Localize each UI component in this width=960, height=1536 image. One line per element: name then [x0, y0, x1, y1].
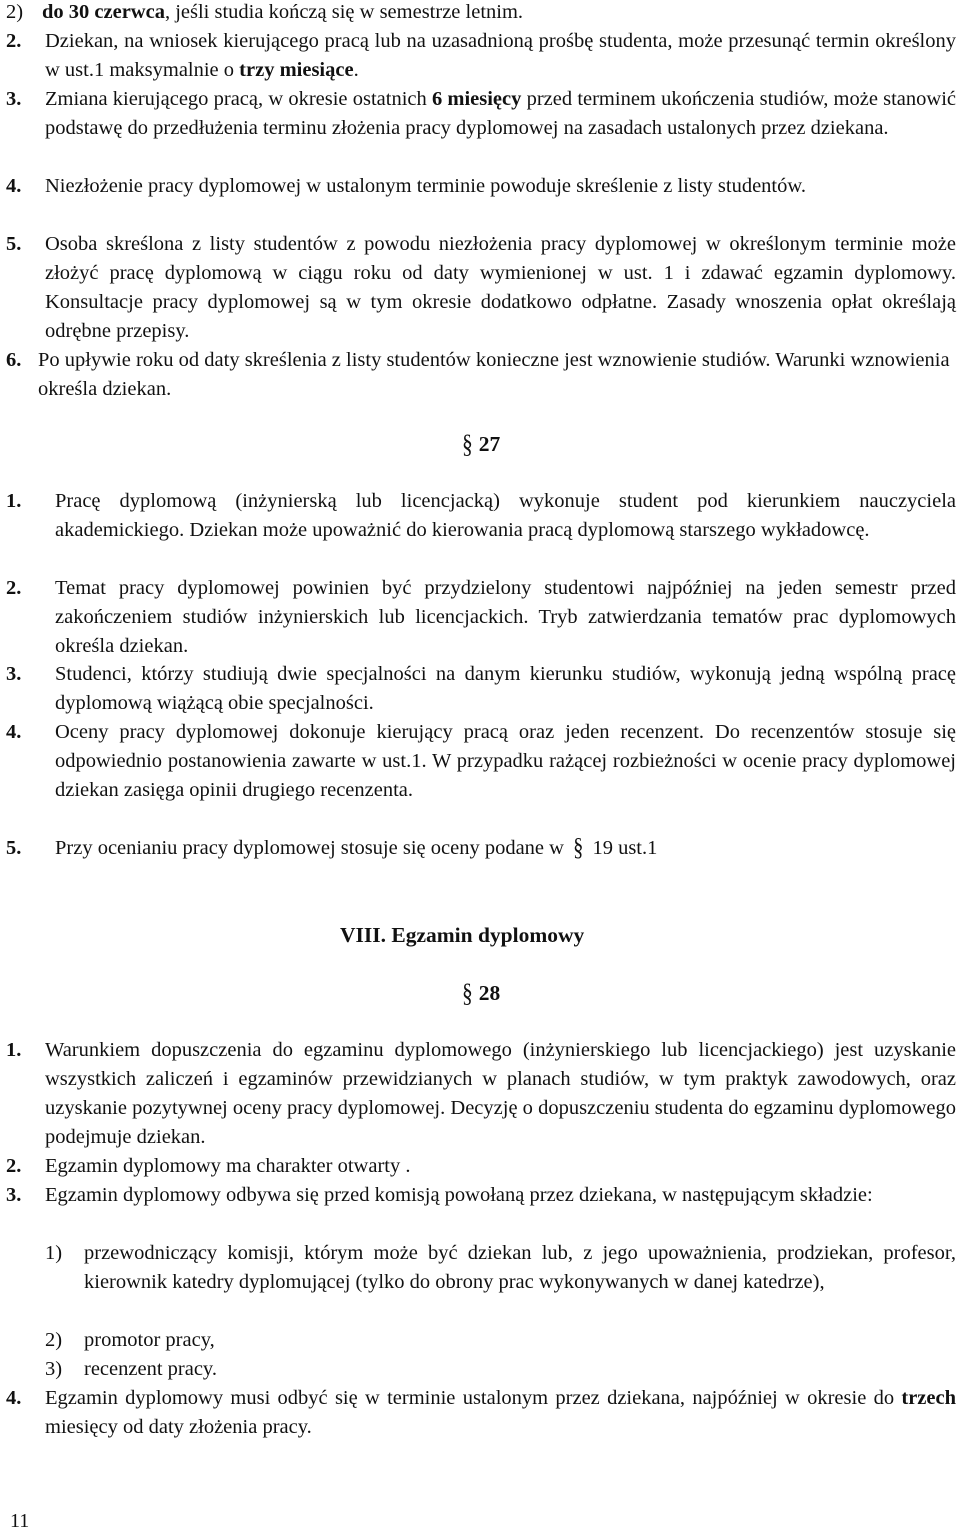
item-number: 4. — [6, 175, 22, 197]
item-text-end: 19 ust.1 — [587, 837, 658, 859]
list-item — [6, 660, 956, 718]
bold-text: do 30 czerwca — [42, 1, 165, 23]
item-number: 2. — [6, 1155, 22, 1177]
item-text-end: . — [353, 59, 359, 81]
item-text: Egzamin dyplomowy odbywa się przed komisją powołaną przez dziekana, w następującym składzie: — [45, 1184, 873, 1206]
item-text: , jeśli studia kończą się w semestrze letnim. — [164, 1, 524, 23]
list-item — [6, 834, 956, 863]
bold-text: 6 miesięcy — [431, 88, 522, 110]
item-text: Temat pracy dyplomowej powinien być przydzielony studentowi najpóźniej na jeden semestr przed zakończeniem studiów inżynierskich lub licencjackich. Tryb zatwierdzania tematów prac dyplomowych określa dziekan. — [55, 577, 956, 657]
item-text: Pracę dyplomową (inżynierską lub licencjacką) wykonuje student pod kierunkiem nauczyciela akademickiego. Dziekan może upoważnić do kierowania pracą dyplomową starszego wykładowcę. — [55, 490, 956, 541]
page-number: 11 — [10, 1510, 30, 1532]
list-item — [6, 718, 956, 805]
item-text-end: przed terminem ukończenia studiów, może stanowić podstawę do przedłużenia terminu złożenia pracy dyplomowej na zasadach ustalonych przez dziekana. — [45, 88, 956, 139]
list-item — [6, 487, 956, 545]
item-text: recenzent pracy. — [84, 1358, 217, 1380]
section-sign: § — [573, 834, 584, 862]
item-number: 3. — [6, 1184, 22, 1206]
item-number: 1. — [6, 490, 22, 512]
item-text: Przy ocenianiu pracy dyplomowej stosuje się oceny podane w — [55, 837, 570, 859]
item-number: 3. — [6, 663, 22, 685]
item-number: 1. — [6, 1039, 22, 1061]
paragraph-heading — [462, 979, 500, 1008]
list-item — [6, 346, 956, 404]
paragraph-number: 27 — [478, 432, 501, 456]
item-text: Niezłożenie pracy dyplomowej w ustalonym terminie powoduje skreślenie z listy studentów. — [45, 175, 806, 197]
item-text: Warunkiem dopuszczenia do egzaminu dyplomowego (inżynierskiego lub licencjackiego) jest uzyskanie wszystkich zaliczeń i egzaminów przewidzianych w planach studiów, w tym praktyk zawodowych, oraz uzyskanie pozytywnej oceny pracy dyplomowej. Decyzję o dopuszczeniu studenta do egzaminu dyplomowego podejmuje dziekan. — [45, 1039, 956, 1148]
section-sign: § — [462, 428, 473, 459]
item-number: 2) — [6, 1, 24, 23]
item-text-end: miesięcy od daty złożenia pracy. — [45, 1416, 312, 1438]
list-item — [6, 230, 956, 346]
item-number: 4. — [6, 1387, 22, 1409]
list-item — [45, 1326, 956, 1355]
item-text: Osoba skreślona z listy studentów z powodu niezłożenia pracy dyplomowej w określonym terminie może złożyć pracę dyplomową w ciągu roku od daty wymienionej w ust. 1 i zdawać egzamin dyplomowy. Konsultacje pracy dyplomowej są w tym okresie dodatkowo odpłatne. Zasady wnoszenia opłat określają odrębne przepisy. — [45, 233, 956, 342]
list-item — [6, 1384, 956, 1442]
item-number: 5. — [6, 837, 22, 859]
item-text: Egzamin dyplomowy musi odbyć się w terminie ustalonym przez dziekana, najpóźniej w okresie do — [45, 1387, 902, 1409]
paragraph-number: 28 — [478, 981, 501, 1005]
item-text: promotor pracy, — [84, 1329, 215, 1351]
bold-text: trzy miesiące — [239, 59, 354, 81]
section-sign: § — [462, 977, 473, 1008]
item-text: Dziekan, na wniosek kierującego pracą lub na uzasadnioną prośbę studenta, może przesunąć termin określony w ust.1 maksymalnie o — [45, 30, 956, 81]
list-item — [6, 1152, 956, 1181]
list-item — [6, 1181, 956, 1210]
list-item — [45, 1239, 956, 1297]
section-title: VIII. Egzamin dyplomowy — [340, 923, 585, 947]
item-number: 4. — [6, 721, 22, 743]
list-item — [45, 1355, 956, 1384]
item-number: 3) — [45, 1358, 63, 1380]
item-number: 1) — [45, 1242, 63, 1264]
item-number: 2. — [6, 30, 22, 52]
list-item — [6, 85, 956, 143]
item-text: Po upływie roku od daty skreślenia z listy studentów konieczne jest wznowienie studiów. Warunki wznowienia określa dziekan. — [38, 349, 950, 400]
list-item — [6, 172, 956, 201]
paragraph-heading — [462, 430, 500, 459]
item-number: 6. — [6, 349, 22, 371]
item-text: Egzamin dyplomowy ma charakter otwarty . — [45, 1155, 411, 1177]
list-item — [6, 27, 956, 85]
list-item — [6, 0, 946, 27]
item-number: 2. — [6, 577, 22, 599]
bold-text: trzech — [901, 1387, 956, 1409]
item-text: Studenci, którzy studiują dwie specjalności na danym kierunku studiów, wykonują jedną wspólną pracę dyplomową wiążącą obie specjalności. — [55, 663, 956, 714]
item-number: 3. — [6, 88, 22, 110]
item-number: 2) — [45, 1329, 63, 1351]
list-item — [6, 574, 956, 661]
item-text: przewodniczący komisji, którym może być dziekan lub, z jego upoważnienia, prodziekan, profesor, kierownik katedry dyplomującej (tylko do obrony prac wykonywanych w danej katedrze), — [84, 1242, 956, 1293]
list-item — [6, 1036, 956, 1152]
item-text: Zmiana kierującego pracą, w okresie ostatnich — [45, 88, 432, 110]
item-text: Oceny pracy dyplomowej dokonuje kierujący pracą oraz jeden recenzent. Do recenzentów stosuje się odpowiednio postanowienia zawarte w ust.1. W przypadku rażącej rozbieżności w ocenie pracy dyplomowej dziekan zasięga opinii drugiego recenzenta. — [55, 721, 956, 801]
item-number: 5. — [6, 233, 22, 255]
